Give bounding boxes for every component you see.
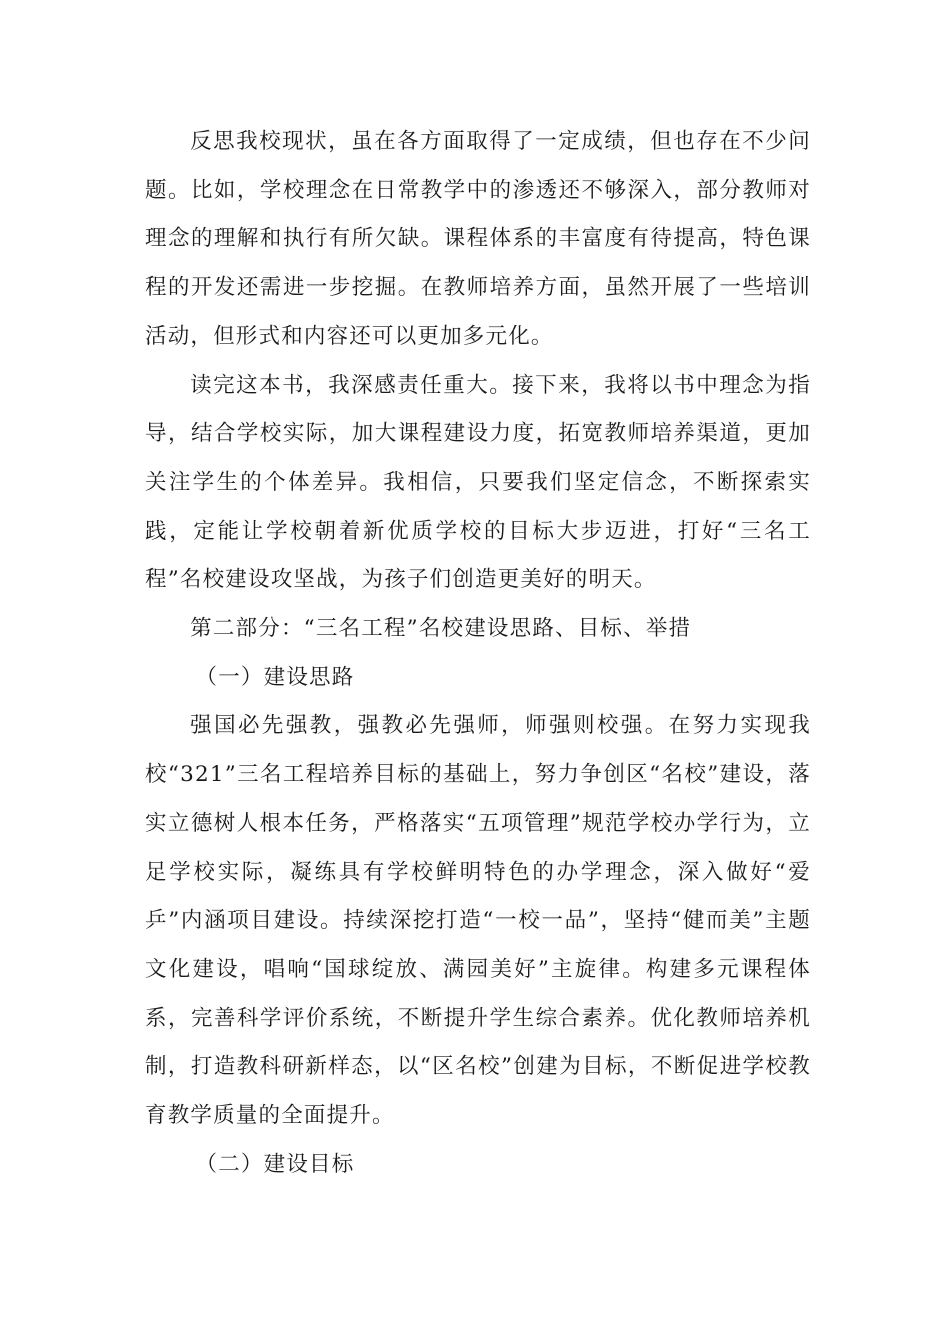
section-heading-goals: （二）建设目标	[195, 1151, 355, 1177]
paragraph-reflection: 反思我校现状，虽在各方面取得了一定成绩，但也存在不少问题。比如，学校理念在日常教学中的渗透还不够深入，部分教师对理念的理解和执行有所欠缺。课程体系的丰富度有待提高，特色课程的开发还需进一步挖掘。在教师培养方面，虽然开展了一些培训活动，但形式和内容还可以更加多元化。	[145, 129, 811, 349]
section-heading-ideas: （一）建设思路	[195, 664, 355, 690]
paragraph-construction-ideas: 强国必先强教，强教必先强师，师强则校强。在努力实现我校“321”三名工程培养目标的基础上，努力争创区“名校”建设，落实立德树人根本任务，严格落实“五项管理”规范学校办学行为，立足学校实际，凝练具有学校鲜明特色的办学理念，深入做好“爱乒”内涵项目建设。持续深挖打造“一校一品”，坚持“健而美”主题文化建设，唱响“国球绽放、满园美好”主旋律。构建多元课程体系，完善科学评价系统，不断提升学生综合素养。优化教师培养机制，打造教科研新样态，以“区名校”创建为目标，不断促进学校教育教学质量的全面提升。	[145, 713, 811, 1129]
document-body	[145, 118, 811, 1189]
part-heading: 第二部分：“三名工程”名校建设思路、目标、举措	[190, 616, 692, 642]
paragraph-reading-conclusion: 读完这本书，我深感责任重大。接下来，我将以书中理念为指导，结合学校实际，加大课程建设力度，拓宽教师培养渠道，更加关注学生的个体差异。我相信，只要我们坚定信念，不断探索实践，定能让学校朝着新优质学校的目标大步迈进，打好“三名工程”名校建设攻坚战，为孩子们创造更美好的明天。	[145, 372, 811, 593]
